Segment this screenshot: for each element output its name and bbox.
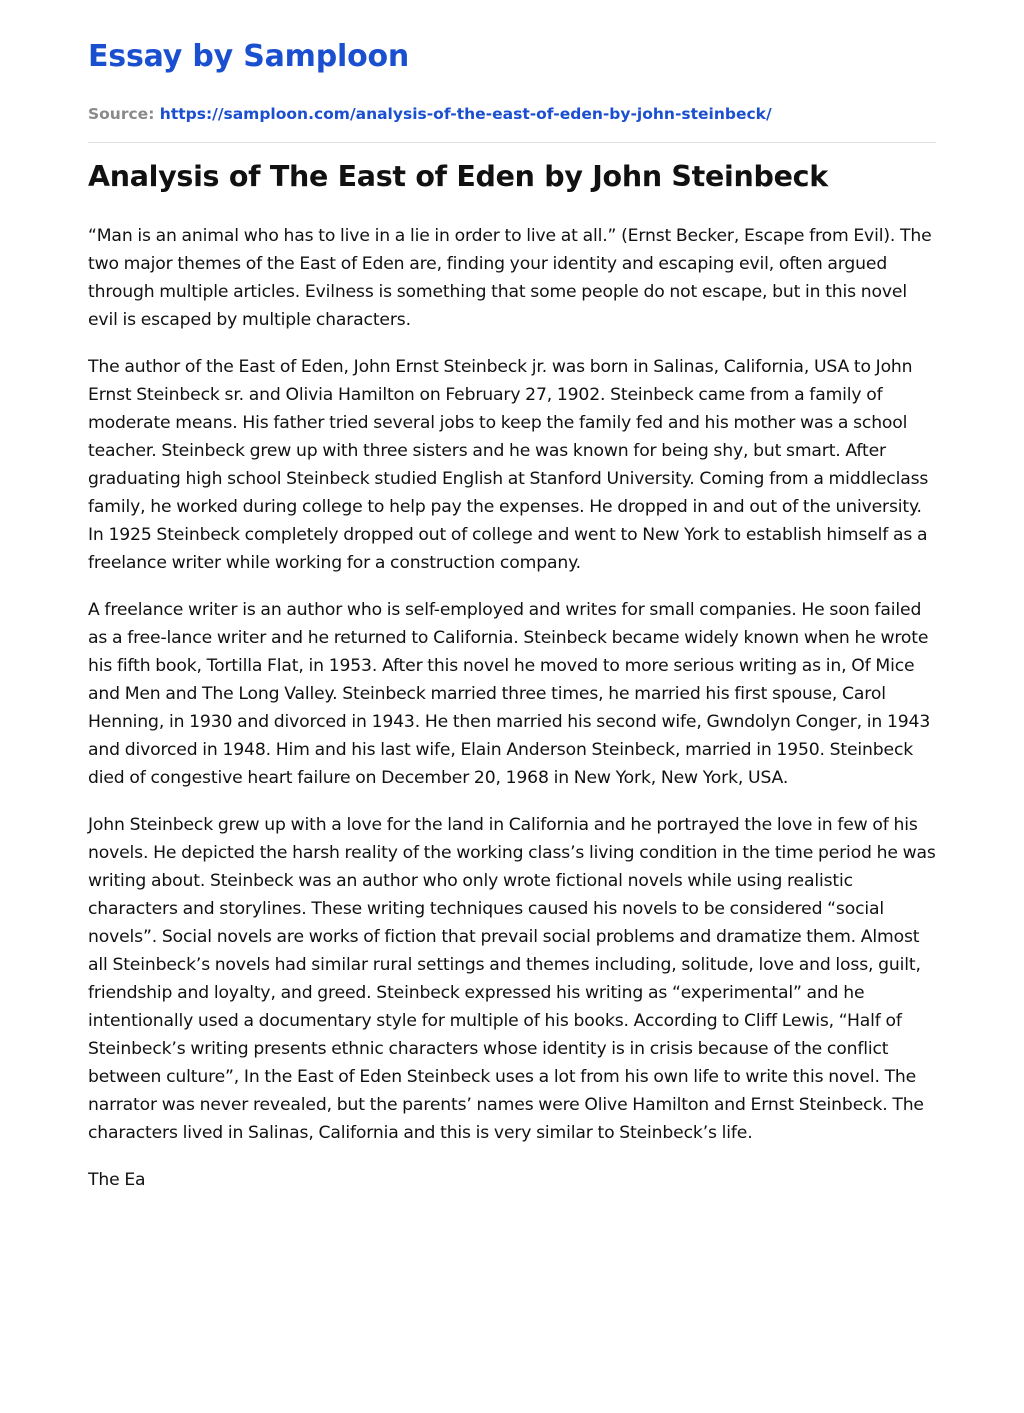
paragraph-4: John Steinbeck grew up with a love for the land in California and he portrayed the love in few of his novels. He depicted the harsh reality of the working class’s living condition in the time period he was writing about. Steinbeck was an author who only wrote fictional novels while using realistic characters and storylines. These writing techniques caused his novels to be considered “social novels”. Social novels are works of fiction that prevail social problems and dramatize them. Almost all Steinbeck’s novels had similar rural settings and themes including, solitude, love and loss, guilt, friendship and loyalty, and greed. Steinbeck expressed his writing as “experimental” and he intentionally used a documentary style for multiple of his books. According to Cliff Lewis, “Half of Steinbeck’s writing presents ethnic characters whose identity is in crisis because of the conflict between culture”, In the East of Eden Steinbeck uses a lot from his own life to write this novel. The narrator was never revealed, but the parents’ names were Olive Hamilton and Ernst Steinbeck. The characters lived in Salinas, California and this is very similar to Steinbeck’s life. — [88, 815, 936, 1143]
site-brand[interactable]: Essay by Samploon — [88, 39, 410, 74]
article-title: Analysis of The East of Eden by John Steinbeck — [88, 160, 828, 193]
header-divider — [88, 142, 936, 143]
source-line — [88, 103, 936, 125]
essay-page — [88, 0, 936, 1213]
paragraph-1: “Man is an animal who has to live in a lie in order to live at all.” (Ernst Becker, Escape from Evil). The two major themes of the East of Eden are, finding your identity and escaping evil, often argued through multiple articles. Evilness is something that some people do not escape, but in this novel evil is escaped by multiple characters. — [88, 226, 932, 330]
paragraph-2: The author of the East of Eden, John Ernst Steinbeck jr. was born in Salinas, California, USA to John Ernst Steinbeck sr. and Olivia Hamilton on February 27, 1902. Steinbeck came from a family of moderate means. His father tried several jobs to keep the family fed and his mother was a school teacher. Steinbeck grew up with three sisters and he was known for being shy, but smart. After graduating high school Steinbeck studied English at Stanford University. Coming from a middleclass family, he worked during college to help pay the expenses. He dropped in and out of the university. In 1925 Steinbeck completely dropped out of college and went to New York to establish himself as a freelance writer while working for a construction company. — [88, 357, 929, 573]
article-body — [88, 222, 936, 1194]
source-link[interactable]: https://samploon.com/analysis-of-the-east-of-eden-by-john-steinbeck/ — [159, 105, 772, 123]
paragraph-5-truncated: The Ea — [88, 1170, 146, 1190]
source-label: Source: — [88, 105, 155, 123]
paragraph-3: A freelance writer is an author who is self-employed and writes for small companies. He soon failed as a free-lance writer and he returned to California. Steinbeck became widely known when he wrote his fifth book, Tortilla Flat, in 1953. After this novel he moved to more serious writing as in, Of Mice and Men and The Long Valley. Steinbeck married three times, he married his first spouse, Carol Henning, in 1930 and divorced in 1943. He then married his second wife, Gwndolyn Conger, in 1943 and divorced in 1948. Him and his last wife, Elain Anderson Steinbeck, married in 1950. Steinbeck died of congestive heart failure on December 20, 1968 in New York, New York, USA. — [88, 600, 931, 788]
